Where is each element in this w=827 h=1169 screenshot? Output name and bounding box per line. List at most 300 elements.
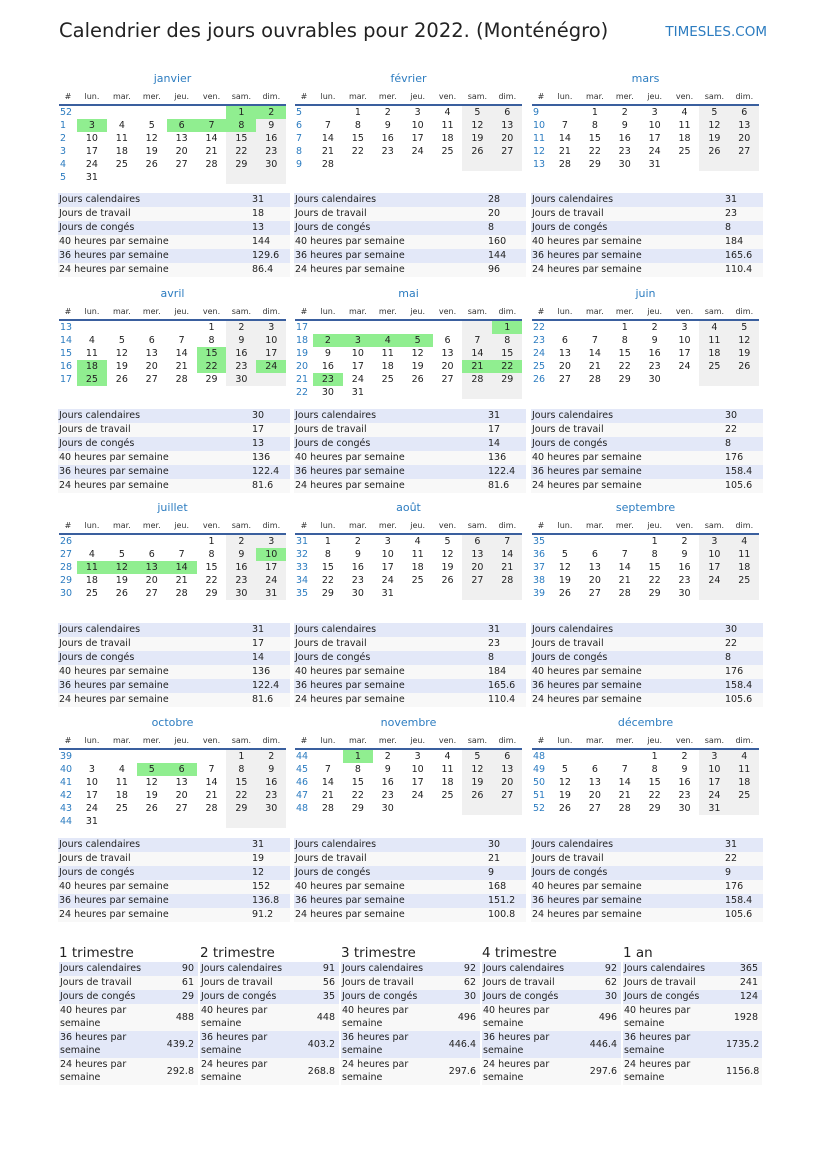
day-cell[interactable]: 11 — [729, 548, 759, 561]
day-cell[interactable]: 1 — [621, 322, 628, 333]
day-cell[interactable]: 23 — [678, 790, 691, 801]
day-cell[interactable]: 22 — [197, 360, 227, 373]
day-cell[interactable]: 25 — [699, 360, 729, 373]
day-cell[interactable]: 24 — [381, 575, 394, 586]
day-cell[interactable]: 7 — [621, 764, 628, 775]
day-cell[interactable]: 31 — [351, 387, 364, 398]
day-cell[interactable]: 11 — [115, 133, 128, 144]
day-cell[interactable]: 27 — [558, 374, 571, 385]
day-cell[interactable]: 3 — [414, 751, 421, 762]
day-cell[interactable]: 31 — [256, 587, 286, 600]
day-cell[interactable]: 6 — [462, 535, 492, 548]
day-cell[interactable]: 27 — [492, 789, 522, 802]
day-cell[interactable]: 15 — [351, 133, 364, 144]
day-cell[interactable]: 5 — [118, 549, 125, 560]
day-cell[interactable]: 28 — [175, 374, 188, 385]
day-cell[interactable]: 29 — [588, 159, 601, 170]
day-cell[interactable]: 13 — [492, 119, 522, 132]
day-cell[interactable]: 20 — [492, 132, 522, 145]
day-cell[interactable]: 28 — [618, 588, 631, 599]
day-cell[interactable]: 3 — [651, 107, 658, 118]
day-cell[interactable]: 13 — [492, 763, 522, 776]
day-cell[interactable]: 12 — [145, 777, 158, 788]
day-cell[interactable]: 13 — [441, 348, 454, 359]
day-cell[interactable]: 3 — [699, 750, 729, 763]
day-cell[interactable]: 5 — [444, 536, 451, 547]
day-cell[interactable]: 22 — [226, 789, 256, 802]
day-cell[interactable]: 16 — [678, 777, 691, 788]
day-cell[interactable]: 29 — [492, 373, 522, 386]
day-cell[interactable]: 27 — [145, 588, 158, 599]
day-cell[interactable]: 20 — [729, 132, 759, 145]
day-cell[interactable]: 28 — [321, 803, 334, 814]
day-cell[interactable]: 1 — [492, 321, 522, 334]
day-cell[interactable]: 8 — [651, 764, 658, 775]
day-cell[interactable]: 13 — [462, 548, 492, 561]
day-cell[interactable]: 3 — [343, 334, 373, 347]
day-cell[interactable]: 28 — [462, 373, 492, 386]
day-cell[interactable]: 31 — [85, 172, 98, 183]
day-cell[interactable]: 2 — [651, 322, 658, 333]
day-cell[interactable]: 21 — [321, 790, 334, 801]
day-cell[interactable]: 22 — [321, 575, 334, 586]
day-cell[interactable]: 28 — [205, 159, 218, 170]
day-cell[interactable]: 7 — [561, 120, 568, 131]
day-cell[interactable]: 17 — [85, 790, 98, 801]
day-cell[interactable]: 6 — [167, 763, 197, 776]
day-cell[interactable]: 26 — [462, 789, 492, 802]
day-cell[interactable]: 9 — [384, 764, 391, 775]
day-cell[interactable]: 17 — [411, 133, 424, 144]
day-cell[interactable]: 7 — [324, 120, 331, 131]
day-cell[interactable]: 27 — [462, 574, 492, 587]
day-cell[interactable]: 11 — [678, 120, 691, 131]
day-cell[interactable]: 1 — [354, 107, 361, 118]
day-cell[interactable]: 13 — [558, 348, 571, 359]
day-cell[interactable]: 21 — [205, 790, 218, 801]
day-cell[interactable]: 4 — [118, 764, 125, 775]
day-cell[interactable]: 5 — [561, 764, 568, 775]
day-cell[interactable]: 6 — [591, 549, 598, 560]
day-cell[interactable]: 26 — [411, 374, 424, 385]
day-cell[interactable]: 10 — [256, 548, 286, 561]
day-cell[interactable]: 5 — [699, 106, 729, 119]
day-cell[interactable]: 10 — [351, 348, 364, 359]
day-cell[interactable]: 5 — [137, 763, 167, 776]
day-cell[interactable]: 18 — [441, 133, 454, 144]
day-cell[interactable]: 14 — [618, 562, 631, 573]
day-cell[interactable]: 1 — [324, 536, 331, 547]
day-cell[interactable]: 26 — [462, 145, 492, 158]
day-cell[interactable]: 2 — [384, 751, 391, 762]
day-cell[interactable]: 24 — [256, 574, 286, 587]
day-cell[interactable]: 22 — [492, 360, 522, 373]
day-cell[interactable]: 20 — [558, 361, 571, 372]
day-cell[interactable]: 11 — [441, 120, 454, 131]
day-cell[interactable]: 17 — [85, 146, 98, 157]
day-cell[interactable]: 28 — [588, 374, 601, 385]
day-cell[interactable]: 4 — [118, 120, 125, 131]
day-cell[interactable]: 22 — [226, 145, 256, 158]
day-cell[interactable]: 30 — [618, 159, 631, 170]
day-cell[interactable]: 21 — [205, 146, 218, 157]
day-cell[interactable]: 28 — [321, 159, 334, 170]
day-cell[interactable]: 27 — [492, 145, 522, 158]
day-cell[interactable]: 3 — [256, 321, 286, 334]
day-cell[interactable]: 27 — [175, 803, 188, 814]
day-cell[interactable]: 17 — [411, 777, 424, 788]
day-cell[interactable]: 7 — [462, 334, 492, 347]
day-cell[interactable]: 26 — [729, 360, 759, 373]
day-cell[interactable]: 9 — [256, 763, 286, 776]
day-cell[interactable]: 29 — [321, 588, 334, 599]
day-cell[interactable]: 14 — [167, 561, 197, 574]
day-cell[interactable]: 9 — [681, 764, 688, 775]
day-cell[interactable]: 7 — [591, 335, 598, 346]
day-cell[interactable]: 15 — [648, 777, 661, 788]
day-cell[interactable]: 30 — [256, 158, 286, 171]
day-cell[interactable]: 24 — [85, 803, 98, 814]
day-cell[interactable]: 30 — [678, 588, 691, 599]
day-cell[interactable]: 31 — [85, 816, 98, 827]
day-cell[interactable]: 11 — [115, 777, 128, 788]
day-cell[interactable]: 18 — [381, 361, 394, 372]
day-cell[interactable]: 16 — [351, 562, 364, 573]
day-cell[interactable]: 20 — [588, 575, 601, 586]
day-cell[interactable]: 25 — [381, 374, 394, 385]
day-cell[interactable]: 24 — [648, 146, 661, 157]
day-cell[interactable]: 1 — [651, 536, 658, 547]
day-cell[interactable]: 9 — [384, 120, 391, 131]
day-cell[interactable]: 4 — [729, 535, 759, 548]
day-cell[interactable]: 18 — [85, 575, 98, 586]
day-cell[interactable]: 1 — [343, 750, 373, 763]
day-cell[interactable]: 14 — [321, 133, 334, 144]
day-cell[interactable]: 26 — [441, 575, 454, 586]
day-cell[interactable]: 19 — [115, 361, 128, 372]
day-cell[interactable]: 6 — [561, 335, 568, 346]
day-cell[interactable]: 14 — [321, 777, 334, 788]
day-cell[interactable]: 10 — [699, 548, 729, 561]
day-cell[interactable]: 12 — [411, 348, 424, 359]
day-cell[interactable]: 13 — [729, 119, 759, 132]
day-cell[interactable]: 29 — [648, 803, 661, 814]
day-cell[interactable]: 22 — [618, 361, 631, 372]
day-cell[interactable]: 11 — [411, 549, 424, 560]
day-cell[interactable]: 21 — [175, 575, 188, 586]
day-cell[interactable]: 12 — [462, 119, 492, 132]
day-cell[interactable]: 15 — [648, 562, 661, 573]
day-cell[interactable]: 31 — [699, 802, 729, 815]
day-cell[interactable]: 20 — [175, 146, 188, 157]
day-cell[interactable]: 23 — [648, 361, 661, 372]
day-cell[interactable]: 15 — [226, 776, 256, 789]
day-cell[interactable]: 9 — [226, 334, 256, 347]
day-cell[interactable]: 10 — [678, 335, 691, 346]
day-cell[interactable]: 18 — [699, 347, 729, 360]
day-cell[interactable]: 15 — [197, 347, 227, 360]
day-cell[interactable]: 5 — [462, 750, 492, 763]
day-cell[interactable]: 6 — [492, 750, 522, 763]
day-cell[interactable]: 16 — [226, 561, 256, 574]
day-cell[interactable]: 12 — [558, 777, 571, 788]
day-cell[interactable]: 11 — [77, 561, 107, 574]
day-cell[interactable]: 26 — [699, 145, 729, 158]
day-cell[interactable]: 26 — [558, 803, 571, 814]
day-cell[interactable]: 12 — [145, 133, 158, 144]
day-cell[interactable]: 29 — [618, 374, 631, 385]
day-cell[interactable]: 14 — [588, 348, 601, 359]
day-cell[interactable]: 12 — [462, 763, 492, 776]
day-cell[interactable]: 9 — [354, 549, 361, 560]
day-cell[interactable]: 28 — [492, 574, 522, 587]
day-cell[interactable]: 2 — [226, 535, 256, 548]
day-cell[interactable]: 8 — [324, 549, 331, 560]
day-cell[interactable]: 5 — [148, 120, 155, 131]
day-cell[interactable]: 2 — [256, 750, 286, 763]
day-cell[interactable]: 8 — [354, 764, 361, 775]
day-cell[interactable]: 23 — [618, 146, 631, 157]
day-cell[interactable]: 10 — [85, 777, 98, 788]
day-cell[interactable]: 23 — [256, 145, 286, 158]
day-cell[interactable]: 6 — [591, 764, 598, 775]
day-cell[interactable]: 15 — [588, 133, 601, 144]
day-cell[interactable]: 4 — [729, 750, 759, 763]
day-cell[interactable]: 15 — [618, 348, 631, 359]
day-cell[interactable]: 22 — [205, 575, 218, 586]
day-cell[interactable]: 18 — [729, 561, 759, 574]
day-cell[interactable]: 19 — [441, 562, 454, 573]
day-cell[interactable]: 22 — [648, 790, 661, 801]
day-cell[interactable]: 4 — [681, 107, 688, 118]
day-cell[interactable]: 24 — [699, 789, 729, 802]
day-cell[interactable]: 3 — [256, 535, 286, 548]
day-cell[interactable]: 13 — [175, 133, 188, 144]
day-cell[interactable]: 1 — [226, 750, 256, 763]
day-cell[interactable]: 7 — [208, 764, 215, 775]
day-cell[interactable]: 25 — [678, 146, 691, 157]
day-cell[interactable]: 2 — [354, 536, 361, 547]
site-link[interactable]: TIMESLES.COM — [665, 24, 767, 40]
day-cell[interactable]: 9 — [651, 335, 658, 346]
day-cell[interactable]: 12 — [558, 562, 571, 573]
day-cell[interactable]: 5 — [729, 321, 759, 334]
day-cell[interactable]: 16 — [256, 776, 286, 789]
day-cell[interactable]: 24 — [699, 574, 729, 587]
day-cell[interactable]: 4 — [699, 321, 729, 334]
day-cell[interactable]: 11 — [381, 348, 394, 359]
day-cell[interactable]: 6 — [492, 106, 522, 119]
day-cell[interactable]: 3 — [77, 119, 107, 132]
day-cell[interactable]: 9 — [681, 549, 688, 560]
day-cell[interactable]: 23 — [226, 574, 256, 587]
day-cell[interactable]: 29 — [226, 802, 256, 815]
day-cell[interactable]: 8 — [226, 763, 256, 776]
day-cell[interactable]: 30 — [321, 387, 334, 398]
day-cell[interactable]: 27 — [145, 374, 158, 385]
day-cell[interactable]: 8 — [208, 549, 215, 560]
day-cell[interactable]: 21 — [175, 361, 188, 372]
day-cell[interactable]: 27 — [588, 588, 601, 599]
day-cell[interactable]: 25 — [411, 575, 424, 586]
day-cell[interactable]: 14 — [618, 777, 631, 788]
day-cell[interactable]: 8 — [354, 120, 361, 131]
day-cell[interactable]: 16 — [321, 361, 334, 372]
day-cell[interactable]: 13 — [588, 562, 601, 573]
day-cell[interactable]: 18 — [729, 776, 759, 789]
day-cell[interactable]: 6 — [444, 335, 451, 346]
day-cell[interactable]: 22 — [351, 146, 364, 157]
day-cell[interactable]: 14 — [205, 777, 218, 788]
day-cell[interactable]: 23 — [256, 789, 286, 802]
day-cell[interactable]: 16 — [381, 133, 394, 144]
day-cell[interactable]: 20 — [588, 790, 601, 801]
day-cell[interactable]: 14 — [462, 347, 492, 360]
day-cell[interactable]: 4 — [414, 536, 421, 547]
day-cell[interactable]: 5 — [118, 335, 125, 346]
day-cell[interactable]: 8 — [208, 335, 215, 346]
day-cell[interactable]: 12 — [441, 549, 454, 560]
day-cell[interactable]: 7 — [197, 119, 227, 132]
day-cell[interactable]: 14 — [492, 548, 522, 561]
day-cell[interactable]: 17 — [699, 776, 729, 789]
day-cell[interactable]: 4 — [88, 335, 95, 346]
day-cell[interactable]: 26 — [558, 588, 571, 599]
day-cell[interactable]: 18 — [441, 777, 454, 788]
day-cell[interactable]: 2 — [256, 106, 286, 119]
day-cell[interactable]: 16 — [648, 348, 661, 359]
day-cell[interactable]: 12 — [699, 119, 729, 132]
day-cell[interactable]: 9 — [256, 119, 286, 132]
day-cell[interactable]: 8 — [492, 334, 522, 347]
day-cell[interactable]: 8 — [226, 119, 256, 132]
day-cell[interactable]: 10 — [411, 120, 424, 131]
day-cell[interactable]: 7 — [178, 549, 185, 560]
day-cell[interactable]: 8 — [591, 120, 598, 131]
day-cell[interactable]: 3 — [681, 322, 688, 333]
day-cell[interactable]: 1 — [208, 322, 215, 333]
day-cell[interactable]: 6 — [167, 119, 197, 132]
day-cell[interactable]: 15 — [226, 132, 256, 145]
day-cell[interactable]: 25 — [77, 373, 107, 386]
day-cell[interactable]: 18 — [115, 790, 128, 801]
day-cell[interactable]: 20 — [175, 790, 188, 801]
day-cell[interactable]: 19 — [558, 575, 571, 586]
day-cell[interactable]: 27 — [175, 159, 188, 170]
day-cell[interactable]: 24 — [411, 146, 424, 157]
day-cell[interactable]: 19 — [462, 132, 492, 145]
day-cell[interactable]: 24 — [678, 361, 691, 372]
day-cell[interactable]: 25 — [115, 159, 128, 170]
day-cell[interactable]: 22 — [351, 790, 364, 801]
day-cell[interactable]: 7 — [492, 535, 522, 548]
day-cell[interactable]: 20 — [145, 361, 158, 372]
day-cell[interactable]: 1 — [591, 107, 598, 118]
day-cell[interactable]: 10 — [256, 334, 286, 347]
day-cell[interactable]: 11 — [699, 334, 729, 347]
day-cell[interactable]: 24 — [256, 360, 286, 373]
day-cell[interactable]: 21 — [492, 561, 522, 574]
day-cell[interactable]: 25 — [729, 574, 759, 587]
day-cell[interactable]: 17 — [648, 133, 661, 144]
day-cell[interactable]: 20 — [441, 361, 454, 372]
day-cell[interactable]: 17 — [381, 562, 394, 573]
day-cell[interactable]: 25 — [85, 588, 98, 599]
day-cell[interactable]: 22 — [588, 146, 601, 157]
day-cell[interactable]: 19 — [558, 790, 571, 801]
day-cell[interactable]: 20 — [492, 776, 522, 789]
day-cell[interactable]: 19 — [699, 132, 729, 145]
day-cell[interactable]: 28 — [558, 159, 571, 170]
day-cell[interactable]: 9 — [226, 548, 256, 561]
day-cell[interactable]: 13 — [137, 561, 167, 574]
day-cell[interactable]: 4 — [444, 751, 451, 762]
day-cell[interactable]: 29 — [226, 158, 256, 171]
day-cell[interactable]: 4 — [373, 334, 403, 347]
day-cell[interactable]: 11 — [85, 348, 98, 359]
day-cell[interactable]: 19 — [411, 361, 424, 372]
day-cell[interactable]: 17 — [256, 561, 286, 574]
day-cell[interactable]: 30 — [256, 802, 286, 815]
day-cell[interactable]: 19 — [145, 790, 158, 801]
day-cell[interactable]: 2 — [313, 334, 343, 347]
day-cell[interactable]: 12 — [729, 334, 759, 347]
day-cell[interactable]: 7 — [178, 335, 185, 346]
day-cell[interactable]: 20 — [462, 561, 492, 574]
day-cell[interactable]: 21 — [558, 146, 571, 157]
day-cell[interactable]: 3 — [699, 535, 729, 548]
day-cell[interactable]: 15 — [351, 777, 364, 788]
day-cell[interactable]: 12 — [115, 348, 128, 359]
day-cell[interactable]: 2 — [384, 107, 391, 118]
day-cell[interactable]: 29 — [351, 803, 364, 814]
day-cell[interactable]: 26 — [115, 588, 128, 599]
day-cell[interactable]: 29 — [205, 588, 218, 599]
day-cell[interactable]: 7 — [324, 764, 331, 775]
day-cell[interactable]: 7 — [621, 549, 628, 560]
day-cell[interactable]: 25 — [115, 803, 128, 814]
day-cell[interactable]: 11 — [729, 763, 759, 776]
day-cell[interactable]: 13 — [175, 777, 188, 788]
day-cell[interactable]: 18 — [115, 146, 128, 157]
day-cell[interactable]: 31 — [648, 159, 661, 170]
day-cell[interactable]: 10 — [411, 764, 424, 775]
day-cell[interactable]: 24 — [411, 790, 424, 801]
day-cell[interactable]: 30 — [351, 588, 364, 599]
day-cell[interactable]: 8 — [621, 335, 628, 346]
day-cell[interactable]: 30 — [678, 803, 691, 814]
day-cell[interactable]: 9 — [621, 120, 628, 131]
day-cell[interactable]: 19 — [115, 575, 128, 586]
day-cell[interactable]: 25 — [729, 789, 759, 802]
day-cell[interactable]: 16 — [678, 562, 691, 573]
day-cell[interactable]: 24 — [85, 159, 98, 170]
day-cell[interactable]: 15 — [321, 562, 334, 573]
day-cell[interactable]: 23 — [381, 790, 394, 801]
day-cell[interactable]: 25 — [441, 790, 454, 801]
day-cell[interactable]: 30 — [226, 587, 256, 600]
day-cell[interactable]: 23 — [351, 575, 364, 586]
day-cell[interactable]: 28 — [618, 803, 631, 814]
day-cell[interactable]: 14 — [558, 133, 571, 144]
day-cell[interactable]: 1 — [226, 106, 256, 119]
day-cell[interactable]: 15 — [205, 562, 218, 573]
day-cell[interactable]: 2 — [681, 536, 688, 547]
day-cell[interactable]: 13 — [588, 777, 601, 788]
day-cell[interactable]: 21 — [588, 361, 601, 372]
day-cell[interactable]: 10 — [381, 549, 394, 560]
day-cell[interactable]: 6 — [148, 549, 155, 560]
